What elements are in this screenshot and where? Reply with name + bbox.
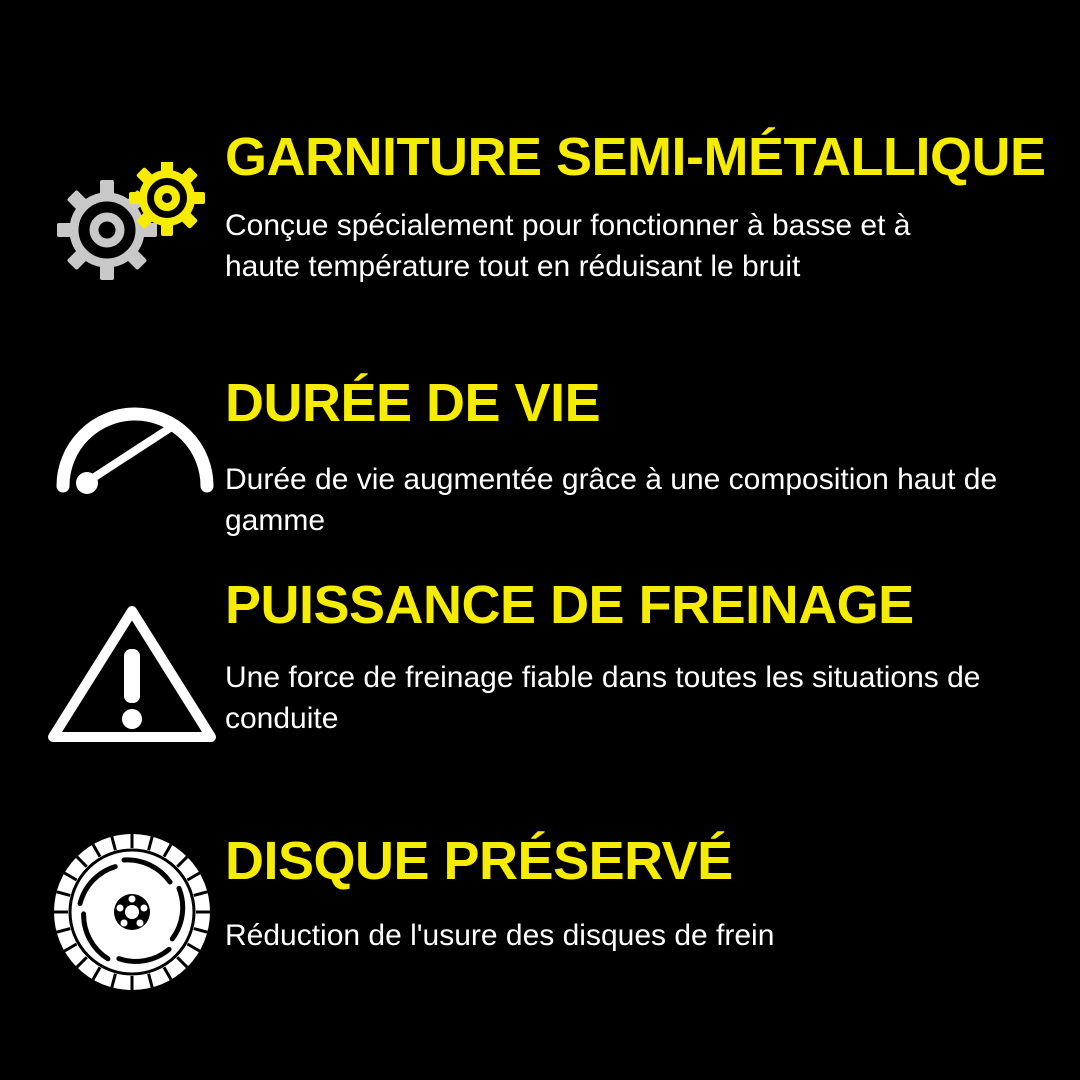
feature-text <box>225 370 1070 541</box>
speed-gauge-icon <box>40 370 225 510</box>
feature-description: Conçue spécialement pour fonctionner à basse et à haute température tout en réduisant le bruit <box>225 209 911 283</box>
feature-title: DURÉE DE VIE <box>225 373 601 433</box>
feature-text <box>225 575 1070 739</box>
feature-item-braking-power <box>40 575 1070 752</box>
feature-text <box>225 127 1070 287</box>
feature-item-semi-metallic-lining <box>40 127 1070 292</box>
feature-item-lifetime <box>40 370 1070 541</box>
feature-description: Durée de vie augmentée grâce à une composition haut de gamme <box>225 463 998 537</box>
feature-item-preserved-disc <box>40 818 1070 999</box>
feature-description: Une force de freinage fiable dans toutes les situations de conduite <box>225 661 981 735</box>
feature-description: Réduction de l'usure des disques de frein <box>225 919 775 952</box>
feature-text <box>225 818 1070 957</box>
two-gears-icon <box>40 130 225 292</box>
feature-title: GARNITURE SEMI-MÉTALLIQUE <box>225 127 1046 187</box>
feature-title: PUISSANCE DE FREINAGE <box>225 575 914 635</box>
warning-triangle-icon <box>40 578 225 752</box>
brake-disc-icon <box>40 818 225 999</box>
feature-title: DISQUE PRÉSERVÉ <box>225 831 733 891</box>
